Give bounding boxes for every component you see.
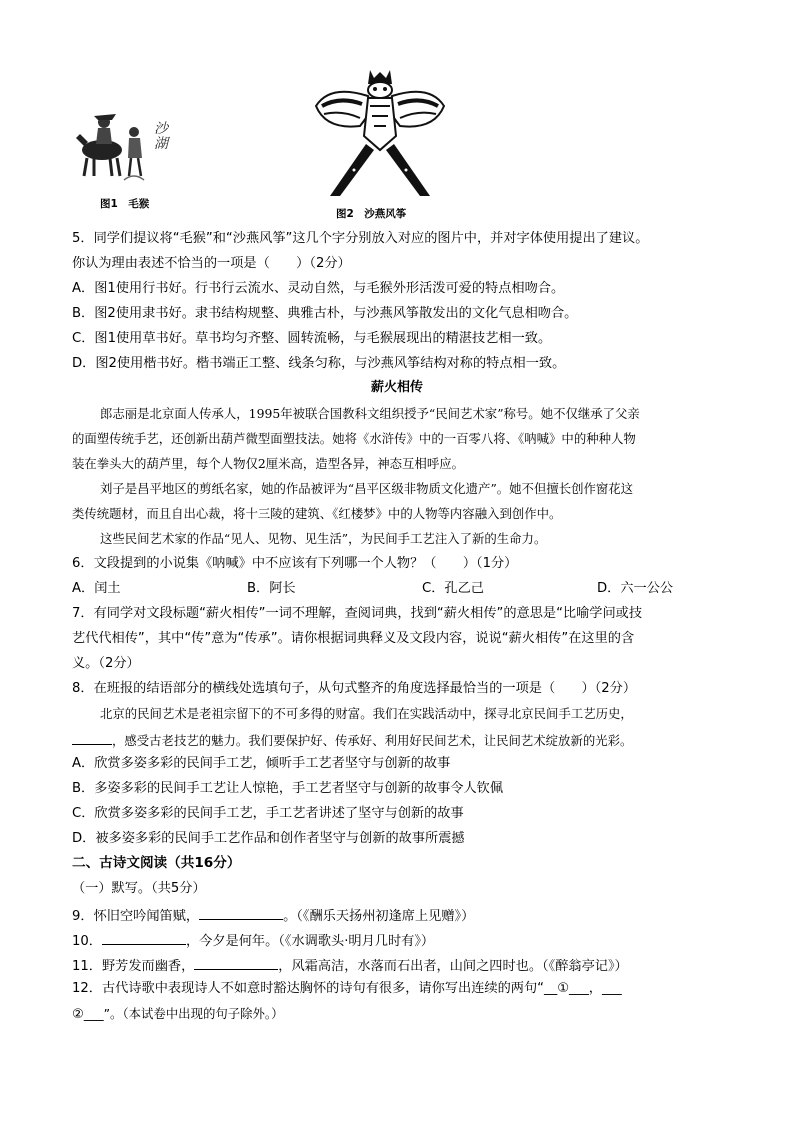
q7-line-1: 7．有同学对文段标题“薪火相传”一词不理解，查阅词典，找到“薪火相传”的意思是“比喻学问或技 — [72, 606, 643, 621]
q10-answer-blank[interactable] — [102, 931, 186, 945]
figure-1-caption: 图1 毛猴 — [100, 198, 150, 210]
q11-answer-blank[interactable] — [194, 956, 278, 970]
figure-2 — [310, 66, 450, 218]
q6-option-d: D．六一公公 — [597, 581, 674, 596]
q9-prefix: 9．怀旧空吟闻笛赋， — [72, 909, 200, 924]
q5-option-a: A．图1使用行书好。行书行云流水、灵动自然，与毛猴外形活泼可爱的特点相吻合。 — [72, 281, 565, 296]
q8-option-d: D．被多姿多彩的民间手工艺作品和创作者坚守与创新的故事所震撼 — [72, 831, 465, 846]
q8-text-line-2-content: ，感受古老技艺的魅力。我们要保护好、传承好、利用好民间艺术，让民间艺术绽放新的光彩。 — [112, 733, 633, 748]
q8-option-a: A．欣赏多姿多彩的民间手工艺，倾听手工艺者坚守与创新的故事 — [72, 756, 451, 771]
figure-1 — [72, 100, 182, 208]
q7-line-3: 义。（2分） — [72, 656, 140, 671]
passage-p1-line-2: 的面塑传统手艺，还创新出葫芦微型面塑技法。她将《水浒传》中的一百零八将、《呐喊》中的种种人物 — [72, 431, 636, 446]
figure-2-caption: 图2 沙燕风筝 — [336, 208, 407, 220]
q5-stem-line-2: 你认为理由表述不恰当的一项是（ ）（2分） — [72, 256, 351, 271]
q5-option-b: B．图2使用隶书好。隶书结构规整、典雅古朴，与沙燕风筝散发出的文化气息相吻合。 — [72, 306, 578, 321]
passage-title: 薪火相传 — [370, 380, 423, 395]
q6-option-a: A．闰土 — [72, 581, 121, 596]
q5-option-d: D．图2使用楷书好。楷书端正工整、线条匀称，与沙燕风筝结构对称的特点相一致。 — [72, 356, 566, 371]
q6-options — [72, 581, 673, 598]
q8-answer-blank[interactable] — [72, 731, 112, 745]
q8-text-line-2 — [72, 731, 632, 749]
q12-line-2 — [72, 1006, 284, 1024]
q12-blank-1[interactable]: __①___ — [544, 981, 589, 996]
q10-prefix: 10． — [72, 934, 102, 949]
section-2-subheading: （一）默写。（共5分） — [72, 881, 206, 896]
q7-line-2: 艺代代相传”，其中“传”意为“传承”。请你根据词典释义及文段内容，说说“薪火相传”在这里的含 — [72, 631, 635, 646]
q5-stem-line-1: 5．同学们提议将“毛猴”和“沙燕风筝”这几个字分别放入对应的图片中，并对字体使用提出了建议。 — [72, 231, 649, 246]
q6-option-c: C．孔乙己 — [422, 581, 484, 596]
q12-line-1 — [72, 981, 622, 998]
section-2-heading: 二、古诗文阅读（共16分） — [72, 855, 241, 871]
passage-p3-line-1: 这些民间艺术家的作品“见人、见物、见生活”，为民间手工艺注入了新的生命力。 — [100, 531, 547, 546]
q9-suffix: 。（《酬乐天扬州初逢席上见赠》） — [283, 909, 475, 924]
q11 — [72, 956, 628, 976]
q6-stem: 6．文段提到的小说集《呐喊》中不应该有下列哪一个人物？（ ）（1分） — [72, 556, 518, 571]
calligraphy-text: 沙湖 — [154, 121, 168, 153]
passage-p1-line-1: 郎志丽是北京面人传承人，1995年被联合国教科文组织授予“民间艺术家”称号。她不仅继承了父亲 — [100, 406, 640, 421]
passage-p2-line-2: 类传统题材，而且自出心裁，将十三陵的建筑、《红楼梦》中的人物等内容融入到创作中。 — [72, 506, 562, 521]
swallow-kite-illustration — [310, 66, 450, 198]
q12-prefix: 12．古代诗歌中表现诗人不如意时豁达胸怀的诗句有很多，请你写出连续的两句“ — [72, 981, 544, 996]
q11-suffix: ，风霜高洁，水落而石出者，山间之四时也。（《醉翁亭记》） — [278, 959, 628, 974]
q9-answer-blank[interactable] — [199, 906, 283, 920]
q10 — [72, 931, 434, 951]
q12-blank-2[interactable]: ②___ — [72, 1007, 104, 1022]
q8-stem: 8．在班报的结语部分的横线处选填句子，从句式整齐的角度选择最恰当的一项是（ ）（2分） — [72, 681, 637, 696]
q9 — [72, 906, 474, 926]
q6-option-b: B．阿长 — [247, 581, 296, 596]
q12-suffix: ”。（本试卷中出现的句子除外。） — [103, 1006, 284, 1021]
q12-separator: ，___ — [588, 981, 622, 996]
q5-option-c: C．图1使用草书好。草书均匀齐整、圆转流畅，与毛猴展现出的精湛技艺相一致。 — [72, 331, 552, 346]
q11-prefix: 11．野芳发而幽香， — [72, 959, 195, 974]
q8-text-line-1: 北京的民间艺术是老祖宗留下的不可多得的财富。我们在实践活动中，探寻北京民间手工艺历史， — [100, 706, 633, 721]
passage-p1-line-3: 装在拳头大的葫芦里，每个人物仅2厘米高，造型各异，神态互相呼应。 — [72, 456, 464, 471]
q10-suffix: ，今夕是何年。（《水调歌头·明月几时有》） — [185, 934, 435, 949]
passage-p2-line-1: 刘子是昌平地区的剪纸名家，她的作品被评为“昌平区级非物质文化遗产”。她不但擅长创作窗花这 — [100, 481, 634, 496]
q8-option-c: C．欣赏多姿多彩的民间手工艺，手工艺者讲述了坚守与创新的故事 — [72, 806, 464, 821]
q8-option-b: B．多姿多彩的民间手工艺让人惊艳，手工艺者坚守与创新的故事令人钦佩 — [72, 781, 504, 796]
